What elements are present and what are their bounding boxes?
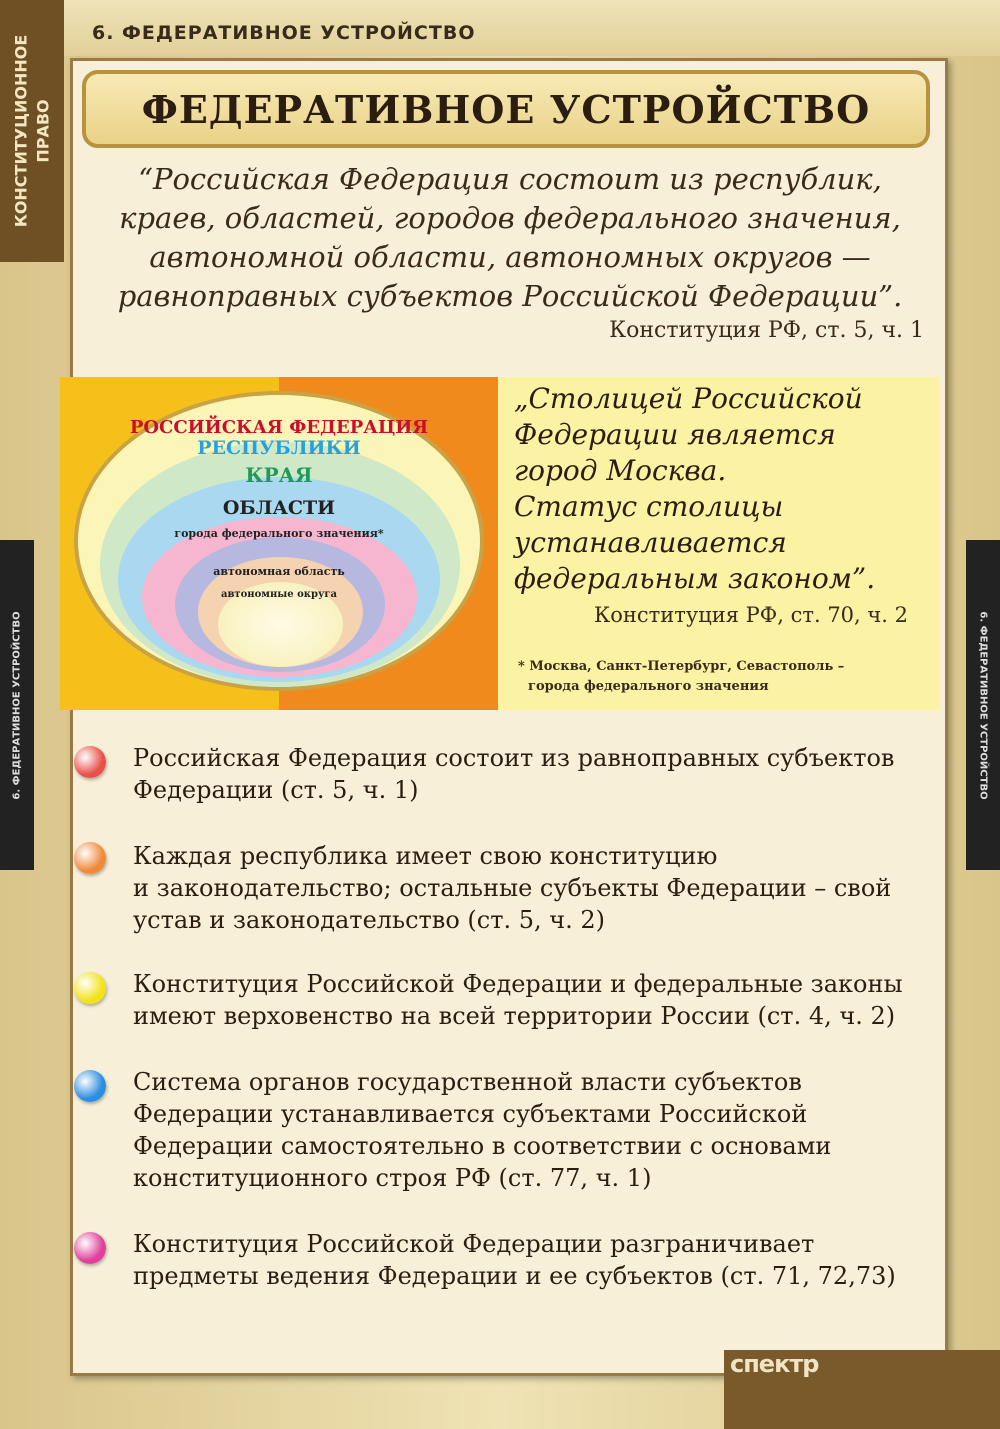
federation-structure-diagram [60,377,498,710]
level-label: автономные округа [220,589,338,600]
capital-quote-line: федеральным законом”. [514,562,876,595]
quote-line: “Российская Федерация состоит из республик, [138,162,882,196]
side-tab-left-label: 6. ФЕДЕРАТИВНОЕ УСТРОЙСТВО [11,610,23,800]
bullet-line: предметы ведения Федерации и ее субъектов (ст. 71, 72,73) [133,1262,896,1290]
side-tab-right [966,540,1000,870]
capital-quote-line: устанавливается [514,526,787,559]
bullet-line: Российская Федерация состоит из равноправных субъектов [133,744,895,772]
quote-line: краев, областей, городов федерального значения, [119,201,901,235]
footnote [518,657,844,697]
top-header-bar [60,0,1000,56]
publisher-credits [724,1350,1000,1429]
main-quote-citation: Конституция РФ, ст. 5, ч. 1 [609,318,924,343]
bullet-item [133,840,933,936]
quote-line: равноправных субъектов Российской Федерации”. [117,279,903,313]
bullet-dot-pink [74,1232,106,1264]
bullet-dot-red [74,746,106,778]
bullet-dot-yellow [74,972,106,1004]
bullet-dot-orange [74,842,106,874]
level-label: РОССИЙСКАЯ ФЕДЕРАЦИЯ [129,417,429,438]
bullet-item [133,968,933,1032]
bullet-line: Федерации самостоятельно в соответствии с основами [133,1132,832,1160]
bullet-line: конституционного строя РФ (ст. 77, ч. 1) [133,1164,652,1192]
page-title: ФЕДЕРАТИВНОЕ УСТРОЙСТВО [82,70,930,148]
bullet-item [133,1066,933,1194]
side-tab-left [0,540,34,870]
level-label: КРАЯ [245,463,313,487]
bullet-line: Конституция Российской Федерации и федеральные законы [133,970,903,998]
bullet-line: Каждая республика имеет свою конституцию [133,842,718,870]
bullet-line: Конституция Российской Федерации разграничивает [133,1230,815,1258]
publisher-logo: спектр [730,1350,819,1378]
quote-line: автономной области, автономных округов — [149,240,871,274]
capital-citation: Конституция РФ, ст. 70, ч. 2 [594,603,908,627]
bullet-line: Федерации устанавливается субъектами Российской [133,1100,808,1128]
capital-quote-line: „Столицей Российской [514,382,863,415]
bullet-line: и законодательство; остальные субъекты Федерации – свой [133,874,892,902]
section-heading: 6. ФЕДЕРАТИВНОЕ УСТРОЙСТВО [92,22,476,44]
capital-box [498,377,940,710]
bullet-line: имеют верховенство на всей территории России (ст. 4, ч. 2) [133,1002,896,1030]
capital-quote [514,381,875,597]
subject-tab [0,0,64,262]
capital-quote-line: Федерации является [514,418,836,451]
footnote-line: города федерального значения [528,679,769,694]
bullet-item [133,742,933,806]
bullet-line: Система органов государственной власти субъектов [133,1068,802,1096]
level-label: ОБЛАСТИ [222,497,336,519]
level-label: города федерального значения* [174,527,384,540]
level-label: автономная область [213,565,345,578]
bullet-line: Федерации (ст. 5, ч. 1) [133,776,419,804]
subject-tab-label: КОНСТИТУЦИОННОЕ ПРАВО [11,34,53,228]
bullet-item [133,1228,933,1292]
main-quote [80,160,940,316]
capital-quote-line: Статус столицы [514,490,784,523]
bullet-dot-blue [74,1070,106,1102]
footnote-line: * Москва, Санкт-Петербург, Севастополь – [518,659,845,674]
side-tab-right-label: 6. ФЕДЕРАТИВНОЕ УСТРОЙСТВО [977,610,989,800]
bullet-line: устав и законодательство (ст. 5, ч. 2) [133,906,606,934]
level-label: РЕСПУБЛИКИ [197,437,361,459]
capital-quote-line: город Москва. [514,454,727,487]
